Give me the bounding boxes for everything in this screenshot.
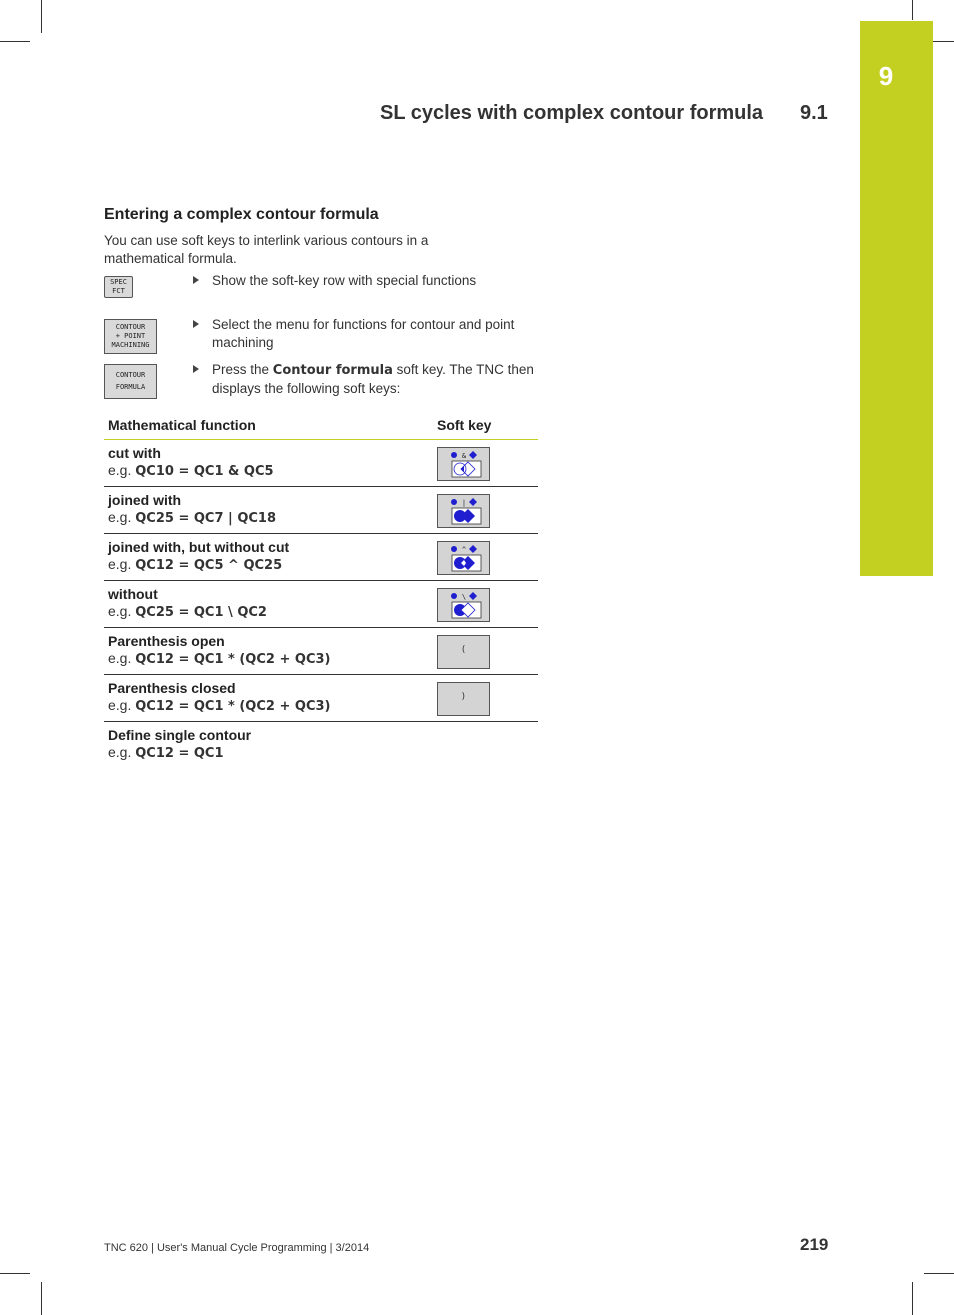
parenthesis-closed-softkey[interactable]: [437, 682, 490, 716]
svg-text:^: ^: [461, 546, 467, 554]
table-row: Define single contour e.g. QC12 = QC1: [108, 727, 252, 761]
without-icon: [438, 589, 489, 621]
step-press-contour-formula: Press the Contour formula soft key. The TNC then displays the following soft keys:: [193, 361, 548, 398]
parenthesis-open-softkey[interactable]: [437, 635, 490, 669]
svg-text:|: |: [461, 499, 467, 507]
column-header-softkey: Soft key: [437, 417, 492, 433]
column-header-function: Mathematical function: [108, 417, 256, 433]
contour-formula-softkey[interactable]: CONTOUR FORMULA: [104, 364, 157, 399]
chapter-tab: [860, 21, 933, 576]
without-softkey[interactable]: [437, 588, 490, 622]
parenthesis-closed-icon: ): [460, 692, 467, 702]
crop-mark: [912, 0, 913, 20]
arrow-icon: [193, 365, 199, 373]
step-select-menu: Select the menu for functions for contour and point machining: [193, 316, 548, 352]
crop-mark: [41, 1282, 42, 1315]
table-row: without e.g. QC25 = QC1 \ QC2 \: [104, 581, 538, 628]
svg-text:\: \: [461, 593, 467, 601]
chapter-number: 9: [878, 61, 894, 91]
section-intro: You can use soft keys to interlink various contours in a mathematical formula.: [104, 233, 429, 266]
joined-with-icon: [438, 495, 489, 527]
step-show-softkey-row: Show the soft-key row with special functions: [193, 272, 548, 290]
parenthesis-open-icon: (: [460, 645, 467, 655]
contour-point-machining-softkey[interactable]: CONTOUR + POINT MACHINING: [104, 319, 157, 354]
cut-with-icon: [438, 448, 489, 480]
page-footer: TNC 620 | User's Manual Cycle Programming | 3/2014: [104, 1242, 370, 1254]
section-heading: Entering a complex contour formula: [104, 206, 379, 223]
joined-without-cut-softkey[interactable]: [437, 541, 490, 575]
crop-mark: [0, 1273, 30, 1274]
crop-mark: [41, 0, 42, 33]
table-row: cut with e.g. QC10 = QC1 & QC5 &: [104, 440, 538, 487]
spec-fct-key[interactable]: SPEC FCT: [104, 276, 133, 298]
running-header-section: 9.1: [800, 102, 828, 124]
running-header-title: SL cycles with complex contour formula: [380, 102, 764, 124]
svg-text:&: &: [461, 452, 467, 460]
contour-formula-table: [104, 413, 538, 768]
arrow-icon: [193, 276, 199, 284]
table-row: joined with, but without cut e.g. QC12 = QC5 ^ QC25 ^: [104, 534, 538, 581]
page-number: 219: [800, 1235, 829, 1254]
table-row: Parenthesis closed e.g. QC12 = QC1 * (QC2 + QC3) ): [104, 675, 538, 722]
crop-mark: [912, 1282, 913, 1315]
arrow-icon: [193, 320, 199, 328]
table-header: [104, 413, 538, 440]
joined-without-cut-icon: [438, 542, 489, 574]
crop-mark: [0, 41, 30, 42]
table-row: Parenthesis open e.g. QC12 = QC1 * (QC2 + QC3) (: [104, 628, 538, 675]
joined-with-softkey[interactable]: [437, 494, 490, 528]
table-row: joined with e.g. QC25 = QC7 | QC18 |: [104, 487, 538, 534]
cut-with-softkey[interactable]: [437, 447, 490, 481]
crop-mark: [924, 1273, 954, 1274]
